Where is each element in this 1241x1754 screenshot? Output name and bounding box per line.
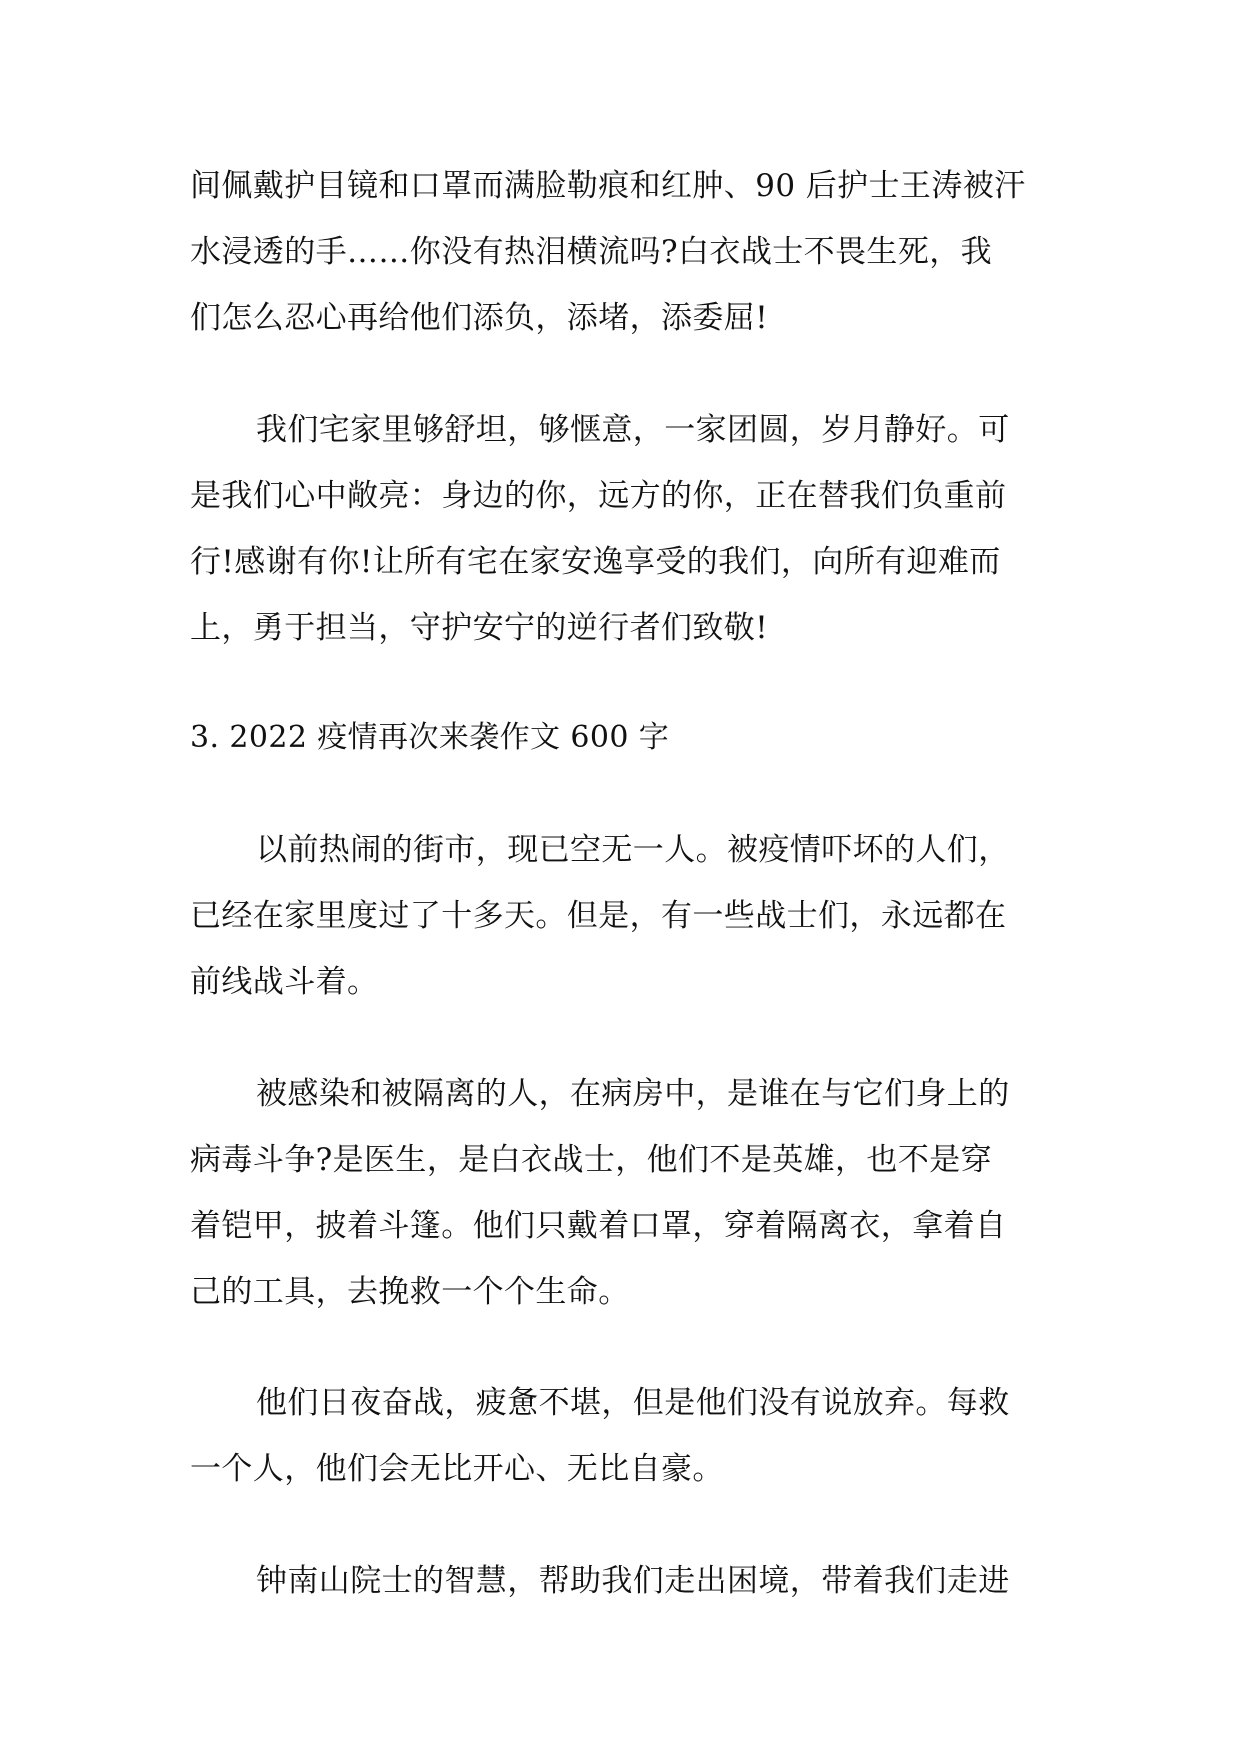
paragraph-line: 水浸透的手……你没有热泪横流吗?白衣战士不畏生死，我 <box>190 234 993 270</box>
paragraph-line: 一个人，他们会无比开心、无比自豪。 <box>190 1451 724 1487</box>
paragraph-line: 间佩戴护目镜和口罩而满脸勒痕和红肿、90 后护士王涛被汗 <box>190 168 1026 204</box>
paragraph-line: 行!感谢有你!让所有宅在家安逸享受的我们，向所有迎难而 <box>190 544 1001 580</box>
paragraph-line: 病毒斗争?是医生，是白衣战士，他们不是英雄，也不是穿 <box>190 1142 993 1178</box>
paragraph-line: 上，勇于担当，守护安宁的逆行者们致敬! <box>190 610 769 646</box>
paragraph-line: 以前热闹的街市，现已空无一人。被疫情吓坏的人们， <box>256 832 1010 868</box>
paragraph-line: 己的工具，去挽救一个个生命。 <box>190 1274 630 1310</box>
paragraph-line: 已经在家里度过了十多天。但是，有一些战士们，永远都在 <box>190 898 1007 934</box>
document-page <box>190 0 1060 1754</box>
paragraph-line: 钟南山院士的智慧，帮助我们走出困境，带着我们走进 <box>256 1563 1010 1599</box>
paragraph-line: 们怎么忍心再给他们添负，添堵，添委屈! <box>190 300 769 336</box>
paragraph-line: 他们日夜奋战，疲惫不堪，但是他们没有说放弃。每救 <box>256 1385 1010 1421</box>
paragraph-line: 是我们心中敞亮：身边的你，远方的你，正在替我们负重前 <box>190 478 1007 514</box>
section-heading: 3. 2022 疫情再次来袭作文 600 字 <box>190 720 670 755</box>
paragraph-line: 我们宅家里够舒坦，够惬意，一家团圆，岁月静好。可 <box>256 412 1010 448</box>
paragraph-line: 着铠甲，披着斗篷。他们只戴着口罩，穿着隔离衣，拿着自 <box>190 1208 1007 1244</box>
paragraph-line: 被感染和被隔离的人，在病房中，是谁在与它们身上的 <box>256 1076 1010 1112</box>
paragraph-line: 前线战斗着。 <box>190 964 379 1000</box>
